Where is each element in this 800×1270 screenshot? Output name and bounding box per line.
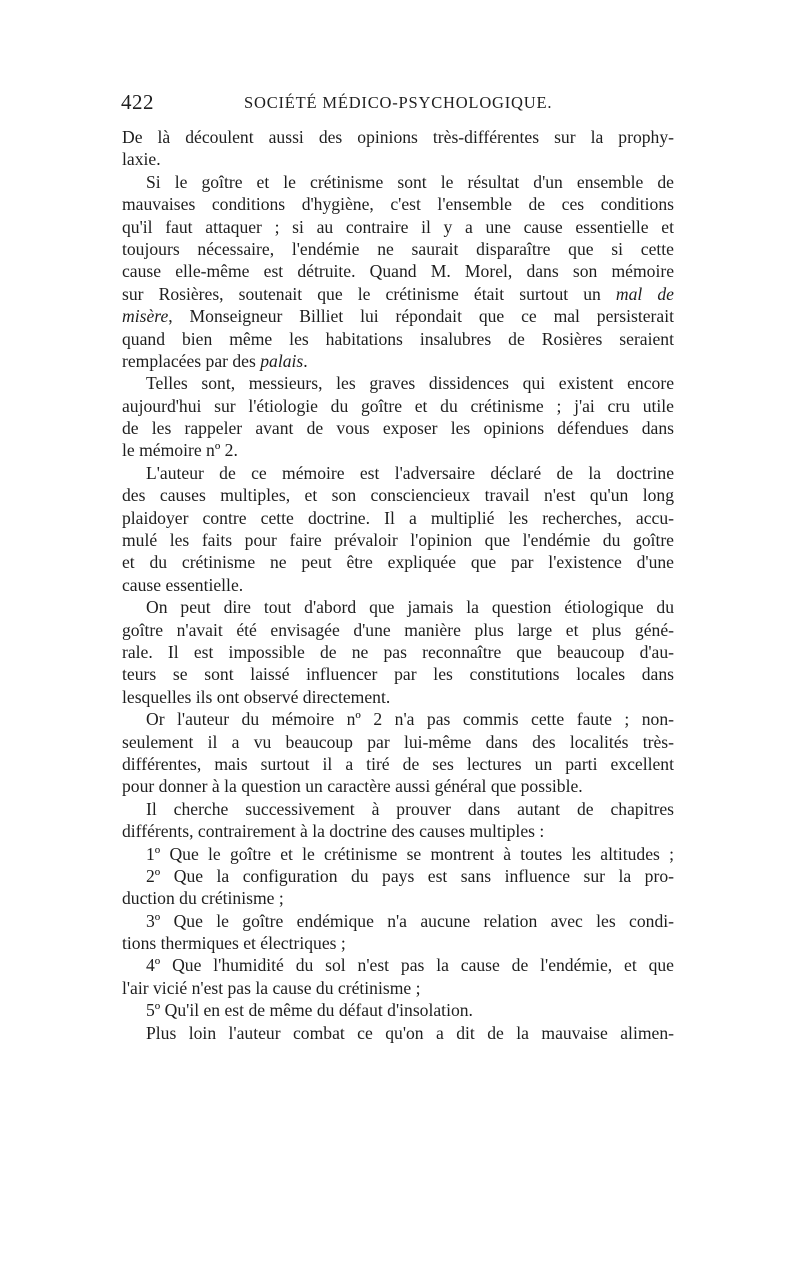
- text-line: plaidoyer contre cette doctrine. Il a multiplié les recherches, accu-: [122, 507, 674, 528]
- page-header: [121, 90, 671, 120]
- text-line: le mémoire nº 2.: [122, 440, 238, 461]
- text-line: qu'il faut attaquer ; si au contraire il y a une cause essentielle et: [122, 216, 674, 237]
- text-line: Plus loin l'auteur combat ce qu'on a dit de la mauvaise alimen-: [146, 1022, 674, 1043]
- text-line: mauvaises conditions d'hygiène, c'est l'ensemble de ces conditions: [122, 194, 674, 215]
- text-line: Il cherche successivement à prouver dans autant de chapitres: [146, 798, 674, 819]
- text-run: remplacées par des: [122, 350, 261, 371]
- text-line: duction du crétinisme ;: [122, 888, 284, 909]
- italic-phrase: mal de: [615, 283, 674, 304]
- text-line: lesquelles ils ont observé directement.: [122, 686, 391, 707]
- text-line: et du crétinisme ne peut être expliquée que par l'existence d'une: [122, 552, 674, 573]
- text-line: l'air vicié n'est pas la cause du crétinisme ;: [122, 977, 421, 998]
- text-line: cause elle-même est détruite. Quand M. Morel, dans son mémoire: [122, 261, 674, 282]
- page-number: 422: [121, 90, 154, 114]
- text-line: Si le goître et le crétinisme sont le résultat d'un ensemble de: [146, 171, 674, 192]
- text-line: [122, 283, 674, 305]
- text-line: tions thermiques et électriques ;: [122, 933, 346, 954]
- text-line: 5º Qu'il en est de même du défaut d'insolation.: [146, 1000, 473, 1021]
- text-line: cause essentielle.: [122, 574, 244, 595]
- text-line: rale. Il est impossible de ne pas reconnaître que beaucoup d'au-: [122, 641, 674, 662]
- text-line: pour donner à la question un caractère aussi général que possible.: [122, 776, 583, 797]
- text-run: .: [303, 350, 308, 371]
- text-line: L'auteur de ce mémoire est l'adversaire déclaré de la doctrine: [146, 462, 674, 483]
- body-text: [122, 126, 674, 1044]
- text-line: aujourd'hui sur l'étiologie du goître et du crétinisme ; j'ai cru utile: [122, 395, 674, 416]
- italic-phrase: palais: [260, 350, 304, 371]
- text-line: laxie.: [122, 149, 161, 170]
- text-line: goître n'avait été envisagée d'une manière plus large et plus géné-: [122, 619, 674, 640]
- text-line: Telles sont, messieurs, les graves dissidences qui existent encore: [146, 373, 674, 394]
- text-line: différents, contrairement à la doctrine des causes multiples :: [122, 821, 545, 842]
- text-line: 2º Que la configuration du pays est sans influence sur la pro-: [146, 865, 674, 886]
- text-line: [122, 305, 674, 327]
- text-line: des causes multiples, et son consciencieux travail n'est qu'un long: [122, 485, 674, 506]
- text-run: sur Rosières, soutenait que le crétinisme était surtout un: [122, 283, 616, 304]
- text-line: différentes, mais surtout il a tiré de ses lectures un parti excellent: [122, 753, 674, 774]
- text-line: quand bien même les habitations insalubres de Rosières seraient: [122, 328, 674, 349]
- running-title: SOCIÉTÉ MÉDICO-PSYCHOLOGIQUE.: [244, 93, 553, 112]
- text-line: de les rappeler avant de vous exposer les opinions défendues dans: [122, 418, 674, 439]
- italic-phrase: misère: [122, 306, 169, 327]
- text-line: toujours nécessaire, l'endémie ne saurait disparaître que si cette: [122, 238, 674, 259]
- text-line: seulement il a vu beaucoup par lui-même dans des localités très-: [122, 731, 674, 752]
- text-line: De là découlent aussi des opinions très-différentes sur la prophy-: [122, 127, 674, 147]
- text-line: 1º Que le goître et le crétinisme se montrent à toutes les altitudes ;: [146, 843, 674, 864]
- text-line: [122, 350, 674, 372]
- text-line: On peut dire tout d'abord que jamais la question étiologique du: [146, 597, 674, 618]
- text-run: , Monseigneur Billiet lui répondait que ce mal persisterait: [168, 306, 674, 327]
- text-line: 4º Que l'humidité du sol n'est pas la cause de l'endémie, et que: [146, 955, 674, 976]
- text-line: mulé les faits pour faire prévaloir l'opinion que l'endémie du goître: [122, 530, 674, 551]
- text-line: teurs se sont laissé influencer par les constitutions locales dans: [122, 664, 674, 685]
- text-line: 3º Que le goître endémique n'a aucune relation avec les condi-: [146, 910, 674, 931]
- text-line: Or l'auteur du mémoire nº 2 n'a pas commis cette faute ; non-: [146, 709, 674, 730]
